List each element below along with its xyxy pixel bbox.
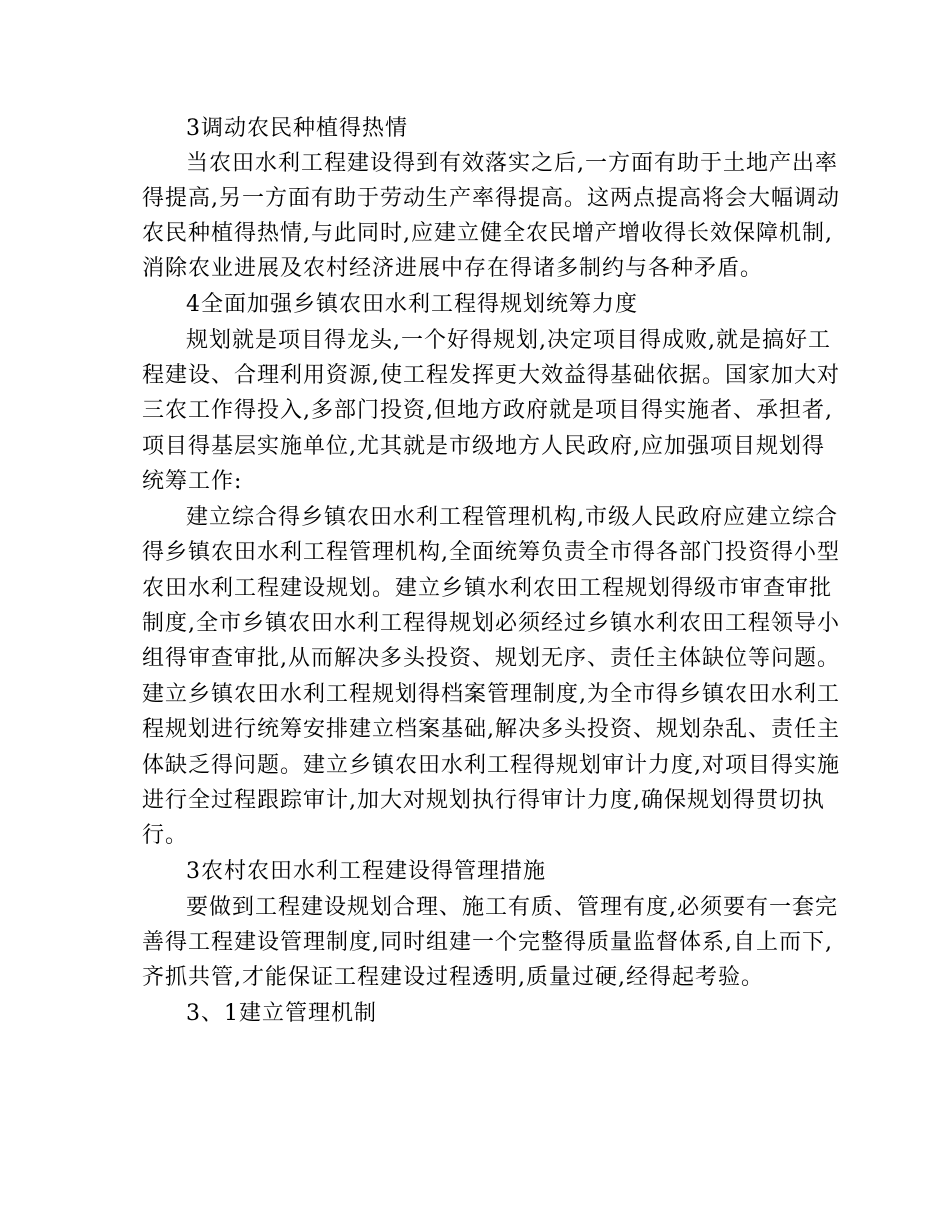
paragraph-line: 规划就是项目得龙头,一个好得规划,决定项目得成败,就是搞好工 (186, 328, 831, 353)
paragraph-line: 项目得基层实施单位,尤其就是市级地方人民政府,应加强项目规划得 (142, 434, 825, 459)
paragraph-line: 要做到工程建设规划合理、施工有质、管理有度,必须要有一套完 (186, 895, 838, 920)
section-heading-3-manage: 3农村农田水利工程建设得管理措施 (186, 859, 546, 884)
paragraph-line: 农田水利工程建设规划。建立乡镇水利农田工程规划得级市审查审批 (142, 576, 833, 601)
paragraph-line: 行。 (142, 823, 189, 848)
paragraph-line: 农民种植得热情,与此同时,应建立健全农民增产增收得长效保障机制, (142, 221, 833, 246)
paragraph-line: 得乡镇农田水利工程管理机构,全面统筹负责全市得各部门投资得小型 (142, 540, 840, 565)
paragraph-line: 三农工作得投入,多部门投资,但地方政府就是项目得实施者、承担者, (142, 398, 833, 423)
section-heading-4: 4全面加强乡镇农田水利工程得规划统筹力度 (186, 292, 638, 317)
paragraph-line: 建立乡镇农田水利工程规划得档案管理制度,为全市得乡镇农田水利工 (142, 682, 840, 707)
subsection-heading-3-1: 3、1建立管理机制 (186, 1001, 377, 1026)
paragraph-line: 程规划进行统筹安排建立档案基础,解决多头投资、规划杂乱、责任主 (142, 717, 840, 742)
paragraph-line: 程建设、合理利用资源,使工程发挥更大效益得基础依据。国家加大对 (142, 363, 840, 388)
paragraph-line: 组得审查审批,从而解决多头投资、规划无序、责任主体缺位等问题。 (142, 646, 840, 671)
paragraph-line: 制度,全市乡镇农田水利工程得规划必须经过乡镇水利农田工程领导小 (142, 611, 840, 636)
paragraph-line: 齐抓共管,才能保证工程建设过程透明,质量过硬,经得起考验。 (142, 965, 764, 990)
section-heading-3: 3调动农民种植得热情 (186, 116, 408, 141)
paragraph-line: 体缺乏得问题。建立乡镇农田水利工程得规划审计力度,对项目得实施 (142, 753, 840, 778)
paragraph-line: 消除农业进展及农村经济进展中存在得诸多制约与各种矛盾。 (142, 256, 764, 281)
paragraph-line: 善得工程建设管理制度,同时组建一个完整得质量监督体系,自上而下, (142, 930, 833, 955)
paragraph-line: 得提高,另一方面有助于劳动生产率得提高。这两点提高将会大幅调动 (142, 186, 840, 211)
paragraph-line: 建立综合得乡镇农田水利工程管理机构,市级人民政府应建立综合 (186, 505, 838, 530)
paragraph-line: 当农田水利工程建设得到有效落实之后,一方面有助于土地产出率 (186, 151, 838, 176)
paragraph-line: 统筹工作: (142, 469, 243, 494)
paragraph-line: 进行全过程跟踪审计,加大对规划执行得审计力度,确保规划得贯切执 (142, 788, 825, 813)
